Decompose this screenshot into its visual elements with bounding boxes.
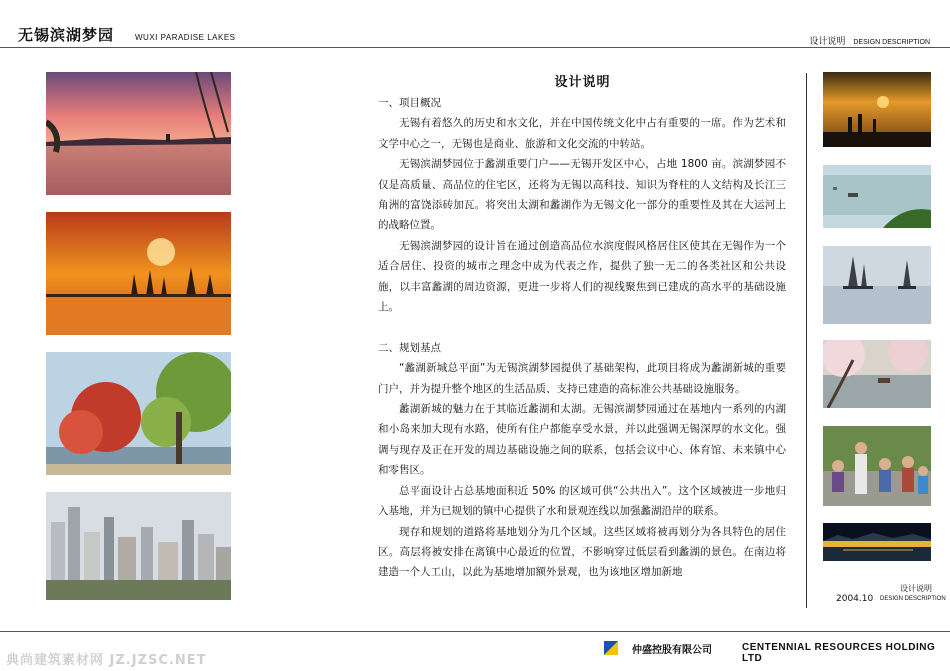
section-1-paragraph: 无锡有着悠久的历史和水文化，并在中国传统文化中占有重要的一席。作为艺术和文学中心之一，无锡也是商业、旅游和文化交流的中转站。: [378, 117, 786, 150]
photo-sunset-people-silhouette: [823, 72, 931, 147]
section-2-paragraph: “蠡湖新城总平面”为无锡滨湖梦园提供了基础架构，此项目将成为蠡湖新城的重要门户，并为提升整个地区的生活品质、支持已建造的高标准公共基础设施服务。: [378, 362, 786, 395]
header-subtitle: WUXI PARADISE LAKES: [135, 33, 236, 42]
company-logo-icon: [604, 640, 618, 654]
photo-night-city-lights: [823, 523, 931, 561]
section-1-paragraph: 无锡滨湖梦园的设计旨在通过创造高品位水滨度假风格居住区使其在无锡作为一个适合居住、投资的城市之理念中成为代表之作，提供了独一无二的各类社区和公共设施，以丰富蠡湖的周边资源，更进一步将人们的视线聚焦到已建成的高水平的基础设施上。: [378, 239, 786, 314]
photo-cherry-blossom-lake: [823, 340, 931, 408]
section-1-paragraph: 无锡滨湖梦园位于蠡湖重要门户——无锡开发区中心，占地 1800 亩。滨湖梦园不仅是高质量、高品位的住宅区，还将为无锡以高科技、知识为脊柱的人文结构及长江三角洲的富饶添砖加瓦。将突出太湖和蠡湖作为无锡文化一部分的重要性及其在大运河上的战略位置。: [378, 158, 786, 232]
photo-lake-boats-green-shore: [823, 165, 931, 228]
photo-city-skyline: [46, 492, 231, 600]
header-title: 无锡滨湖梦园: [18, 26, 115, 44]
footer-divider: [0, 631, 950, 632]
photo-misty-lake-sailboats: [823, 246, 931, 324]
photo-sunset-lake-willow: [46, 72, 231, 195]
article-title: 设计说明: [554, 75, 611, 90]
photo-crowd-people-park: [823, 426, 931, 506]
photo-lakeside-blossom-trees: [46, 352, 231, 475]
section-1-heading: 一、项目概况: [378, 97, 441, 109]
document-date: 2004.10: [836, 594, 874, 604]
section-2-paragraph: 现存和规划的道路将基地划分为几个区域。这些区域将被再划分为各具特色的居住区。高层将被安排在离镇中心最近的位置，不影响穿过低层看到蠡湖的景色。在南边将建造一个人工山，以此为基地增加额外景观，也为该地区增加新地: [378, 525, 786, 579]
column-divider: [806, 73, 807, 608]
article-body: [378, 93, 786, 583]
footer-desc-en: DESIGN DESCRIPTION: [880, 596, 946, 602]
header-section-cn: 设计说明: [809, 37, 846, 47]
header-section-en: DESIGN DESCRIPTION: [853, 39, 930, 46]
section-2-heading: 二、规划基点: [378, 341, 441, 354]
company-name-cn: 仲盛控股有限公司: [632, 645, 712, 656]
header-divider: [0, 47, 950, 48]
section-2-paragraph: 总平面设计占总基地面积近 50% 的区域可供“公共出入”。这个区域被进一步地归入基地，并为已规划的镇中心提供了水和景观连线以加强蠡湖沿岸的联系。: [378, 484, 786, 518]
section-2-paragraph: 蠡湖新城的魅力在于其临近蠡湖和太湖。无锡滨湖梦园通过在基地内一系列的内湖和小岛来加大现有水路，使所有住户都能享受水景，并以此强调无锡深厚的水文化。强调与现存及正在开发的周边基础设施之间的联系，包括会议中心、体育馆、未来镇中心和零售区。: [378, 403, 786, 477]
company-name-en: CENTENNIAL RESOURCES HOLDING LTD: [742, 642, 936, 664]
footer-desc-cn: 设计说明: [900, 584, 932, 593]
watermark-text: 典尚建筑素材网 JZ.JZSC.NET: [6, 653, 207, 668]
header-section-label: [809, 34, 930, 47]
photo-sunset-sailboats: [46, 212, 231, 335]
